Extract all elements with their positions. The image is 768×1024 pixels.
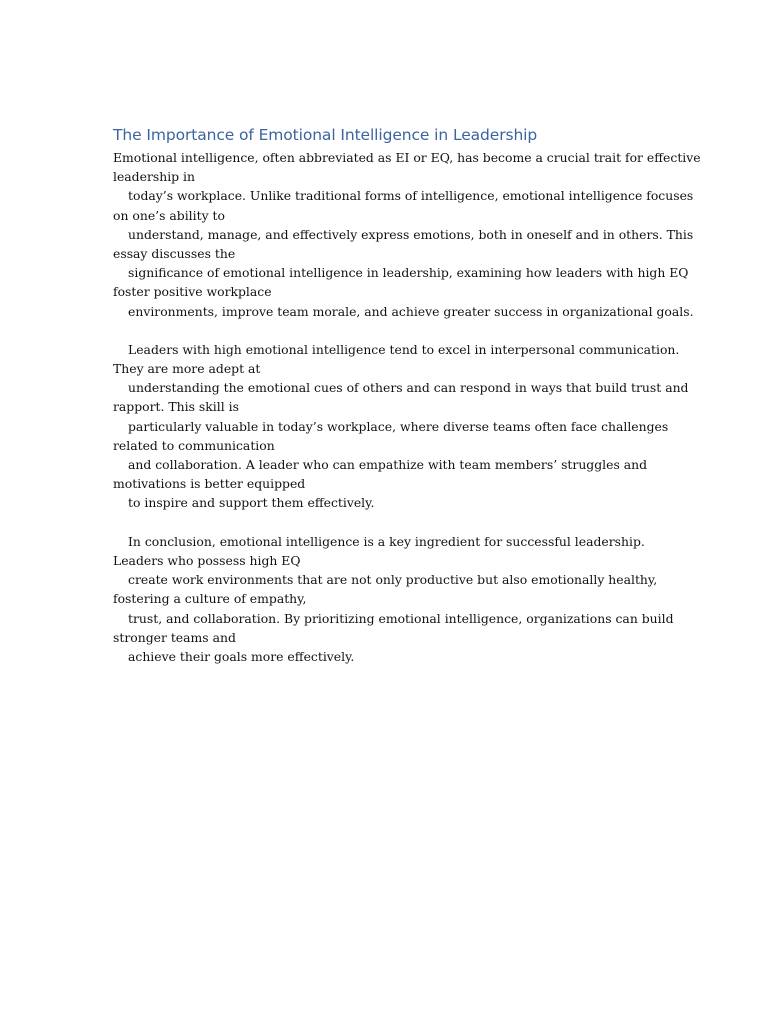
text-line: related to communication xyxy=(113,437,275,453)
text-line: particularly valuable in today’s workplace, where diverse teams often face challenges xyxy=(128,418,669,434)
paragraph-introduction xyxy=(113,148,701,321)
text-line: create work environments that are not only productive but also emotionally healthy, xyxy=(128,572,658,588)
document-title: The Importance of Emotional Intelligence in Leadership xyxy=(113,126,538,144)
text-line: rapport. This skill is xyxy=(113,399,239,415)
text-line: today’s workplace. Unlike traditional forms of intelligence, emotional intelligence focuses xyxy=(128,188,694,204)
text-line: They are more adept at xyxy=(113,361,261,377)
text-line: fostering a culture of empathy, xyxy=(113,591,307,607)
text-line: achieve their goals more effectively. xyxy=(128,648,355,664)
text-line: foster positive workplace xyxy=(113,284,272,300)
text-line: motivations is better equipped xyxy=(113,476,306,492)
paragraph-conclusion xyxy=(113,532,673,666)
text-line: on one’s ability to xyxy=(113,207,225,223)
text-line: and collaboration. A leader who can empathize with team members’ struggles and xyxy=(128,457,648,472)
text-line: trust, and collaboration. By prioritizing emotional intelligence, organizations can build xyxy=(128,610,674,626)
text-line: Leaders who possess high EQ xyxy=(113,552,301,568)
text-line: environments, improve team morale, and achieve greater success in organizational goals. xyxy=(128,303,694,319)
text-line: understand, manage, and effectively express emotions, both in oneself and in others. This xyxy=(128,226,694,242)
paragraph-communication xyxy=(113,340,689,513)
text-line: essay discusses the xyxy=(113,245,236,261)
text-line: to inspire and support them effectively. xyxy=(128,495,375,511)
text-line: stronger teams and xyxy=(113,629,236,645)
text-line: Emotional intelligence, often abbreviated as EI or EQ, has become a crucial trait for effective xyxy=(113,150,701,165)
text-line: leadership in xyxy=(113,169,195,185)
text-line: Leaders with high emotional intelligence tend to excel in interpersonal communication. xyxy=(128,341,680,357)
text-line: significance of emotional intelligence in leadership, examining how leaders with high EQ xyxy=(128,265,689,281)
text-line: understanding the emotional cues of others and can respond in ways that build trust and xyxy=(128,380,689,396)
document-body xyxy=(113,148,701,666)
text-line: In conclusion, emotional intelligence is a key ingredient for successful leadership. xyxy=(128,533,645,549)
